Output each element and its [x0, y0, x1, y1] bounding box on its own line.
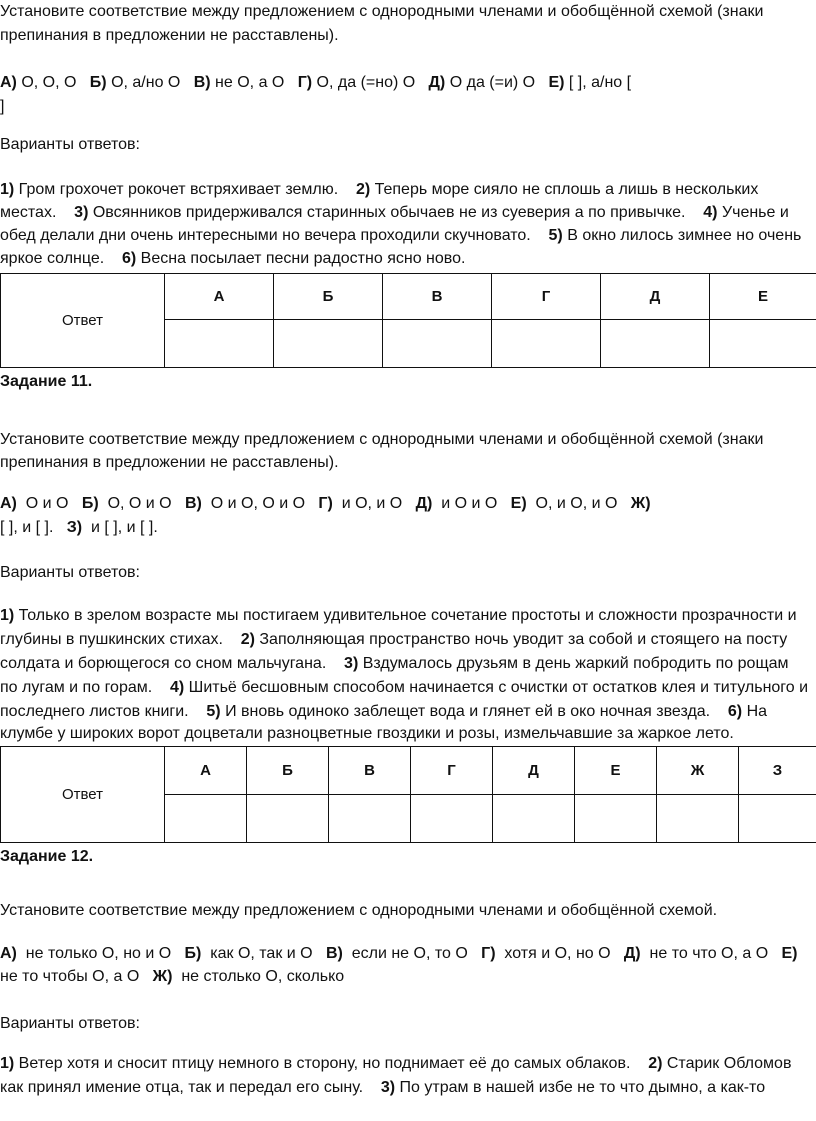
task12-schemes-line2 — [0, 965, 344, 989]
task11-variants-line2 — [0, 628, 787, 652]
item-key: А) — [0, 945, 17, 962]
item-key: А) — [0, 495, 17, 512]
item-key: 2) — [240, 631, 255, 648]
item-key: 5) — [548, 227, 563, 244]
answer-cell[interactable] — [165, 320, 274, 368]
item-text: [ ], и [ ]. — [0, 519, 67, 536]
item-key: Е) — [548, 74, 565, 91]
item-text: По утрам в нашей избе не то что дымно, а как-то — [395, 1079, 766, 1096]
item-key: 1) — [0, 1055, 15, 1072]
item-key: Б) — [81, 495, 99, 512]
task11-variants-line3 — [0, 652, 789, 676]
task10-instruction-line2: препинания в предложении не расставлены). — [0, 27, 339, 44]
answer-cell[interactable] — [247, 795, 329, 843]
answer-column-header: Е — [710, 274, 816, 320]
task11-schemes-line2 — [0, 516, 158, 540]
task12-variants-line1 — [0, 1052, 791, 1076]
item-text: Ветер хотя и сносит птицу немного в сторону, но поднимает её до самых облаков. — [14, 1055, 649, 1072]
task11-variants-line4 — [0, 676, 808, 700]
item-text: О, О и О — [98, 495, 185, 512]
answer-column-header: А — [165, 747, 247, 795]
item-key: 6) — [727, 703, 743, 720]
item-text: Гром грохочет рокочет встряхивает землю. — [14, 181, 356, 198]
item-key: Д) — [623, 945, 641, 962]
item-text: клумбе у широких ворот доцветали разноцветные гвоздики и розы, измельчавшие за жаркое лето. — [0, 725, 734, 742]
item-key: В) — [325, 945, 343, 962]
task10-schemes-line1 — [0, 71, 631, 95]
item-key: 2) — [355, 181, 371, 198]
task10-variants-label: Варианты ответов: — [0, 136, 140, 153]
item-key: 1) — [0, 607, 15, 624]
answer-column-header: Д — [601, 274, 710, 320]
task12-variants-label: Варианты ответов: — [0, 1015, 140, 1032]
item-text: Теперь море сияло не сплошь а лишь в нескольких — [370, 181, 759, 198]
item-text: не О, а О — [210, 74, 298, 91]
item-text: Вздумалось друзьям в день жаркий побродить по рощам — [358, 655, 789, 672]
item-key: Г) — [481, 945, 496, 962]
answer-column-header: Б — [247, 747, 329, 795]
item-text: В окно лилось зимнее но очень — [562, 227, 802, 244]
answer-cell[interactable] — [274, 320, 383, 368]
item-key: 4) — [703, 204, 718, 221]
task12-instruction-line1: Установите соответствие между предложением с однородными членами и обобщённой схемой. — [0, 902, 718, 919]
answer-column-header: Д — [493, 747, 575, 795]
item-text: О и О, О и О — [201, 495, 319, 512]
task11-answer-table — [0, 746, 816, 843]
item-key: 4) — [169, 679, 185, 696]
item-key: З) — [66, 519, 83, 536]
answer-column-header: Г — [411, 747, 493, 795]
answer-column-header: Е — [575, 747, 657, 795]
task11-variants-line5 — [0, 700, 767, 724]
item-key: В) — [193, 74, 211, 91]
item-text: глубины в пушкинских стихах. — [0, 631, 241, 648]
item-key: В) — [184, 495, 202, 512]
item-text: не столько О, сколько — [172, 968, 345, 985]
item-key: Ж) — [630, 495, 651, 512]
answer-cell[interactable] — [383, 320, 492, 368]
item-text: солдата и борющегося со сном мальчугана. — [0, 655, 345, 672]
task12-variants-line2 — [0, 1076, 765, 1100]
item-text: О, О, О — [16, 74, 90, 91]
item-key: Д) — [428, 74, 446, 91]
item-text: [ ], а/но [ — [564, 74, 632, 91]
answer-column-header: З — [739, 747, 816, 795]
item-text: Старик Обломов — [662, 1055, 792, 1072]
item-text: по лугам и по горам. — [0, 679, 170, 696]
item-text: И вновь одиноко заблещет вода и глянет ей в око ночная звезда. — [220, 703, 728, 720]
item-text: если не О, то О — [342, 945, 482, 962]
item-text: не то что О, а О — [640, 945, 782, 962]
answer-cell[interactable] — [710, 320, 816, 368]
task10-schemes-line2: ] — [0, 98, 5, 115]
item-text: как О, так и О — [201, 945, 326, 962]
item-text: обед делали дни очень интересными но вечера проходили скучновато. — [0, 227, 549, 244]
item-text: хотя и О, но О — [495, 945, 624, 962]
item-key: Б) — [184, 945, 202, 962]
answer-cell[interactable] — [411, 795, 493, 843]
answer-cell[interactable] — [329, 795, 411, 843]
answer-column-header: В — [383, 274, 492, 320]
item-key: 3) — [380, 1079, 396, 1096]
answer-column-header: Ж — [657, 747, 739, 795]
item-key: 1) — [0, 181, 15, 198]
item-key: Б) — [89, 74, 107, 91]
answer-column-header: А — [165, 274, 274, 320]
task11-variants-label: Варианты ответов: — [0, 564, 140, 581]
task10-variants-line1 — [0, 178, 758, 202]
item-text: местах. — [0, 204, 75, 221]
item-text: О, а/но О — [106, 74, 194, 91]
item-text: Заполняющая пространство ночь уводит за собой и стоящего на посту — [254, 631, 788, 648]
item-text: не то чтобы О, а О — [0, 968, 153, 985]
task12-schemes-line1 — [0, 942, 798, 966]
answer-row-label: Ответ — [1, 747, 165, 843]
item-text: и О, и О — [332, 495, 416, 512]
task11-variants-line6 — [0, 722, 734, 746]
item-key: Е) — [781, 945, 798, 962]
item-key: 2) — [648, 1055, 663, 1072]
task10-variants-line3 — [0, 224, 801, 248]
item-text: Весна посылает песни радостно ясно ново. — [136, 250, 466, 267]
item-text: О и О — [16, 495, 82, 512]
item-key: 3) — [344, 655, 359, 672]
task11-variants-line1 — [0, 604, 797, 628]
item-text: яркое солнце. — [0, 250, 122, 267]
item-text: О, да (=но) О — [312, 74, 429, 91]
answer-cell[interactable] — [657, 795, 739, 843]
answer-column-header: Б — [274, 274, 383, 320]
item-key: 6) — [122, 250, 137, 267]
answer-cell[interactable] — [493, 795, 575, 843]
task11-instruction-line1: Установите соответствие между предложением с однородными членами и обобщённой схемой (знаки — [0, 431, 764, 448]
answer-cell[interactable] — [575, 795, 657, 843]
item-text: О да (=и) О — [445, 74, 549, 91]
item-text: последнего листов книги. — [0, 703, 207, 720]
item-text: Только в зрелом возрасте мы постигаем удивительное сочетание простоты и сложности прозрачности и — [14, 607, 797, 624]
item-key: 3) — [74, 204, 89, 221]
item-text: Овсянников придерживался старинных обычаев не из суеверия а по привычке. — [88, 204, 704, 221]
answer-cell[interactable] — [492, 320, 601, 368]
answer-cell[interactable] — [601, 320, 710, 368]
item-text: Ученье и — [717, 204, 789, 221]
item-text: На — [742, 703, 768, 720]
answer-column-header: Г — [492, 274, 601, 320]
item-text: и [ ], и [ ]. — [82, 519, 158, 536]
item-key: Г) — [297, 74, 313, 91]
item-text: не только О, но и О — [16, 945, 185, 962]
task12-heading: Задание 12. — [0, 848, 94, 865]
item-key: 5) — [206, 703, 221, 720]
item-key: А) — [0, 74, 17, 91]
item-key: Д) — [415, 495, 433, 512]
task11-heading: Задание 11. — [0, 373, 93, 390]
answer-row-label: Ответ — [1, 274, 165, 368]
task10-answer-table — [0, 273, 816, 368]
task10-instruction-line1: Установите соответствие между предложением с однородными членами и обобщённой схемой (знаки — [0, 3, 764, 20]
task10-variants-line4 — [0, 247, 465, 271]
item-key: Е) — [510, 495, 527, 512]
item-text: О, и О, и О — [526, 495, 631, 512]
item-text: и О и О — [432, 495, 511, 512]
task11-schemes-line1 — [0, 492, 651, 516]
item-key: Ж) — [152, 968, 173, 985]
answer-cell[interactable] — [739, 795, 816, 843]
answer-cell[interactable] — [165, 795, 247, 843]
item-text: Шитьё бесшовным способом начинается с очистки от остатков клея и титульного и — [184, 679, 809, 696]
item-key: Г) — [318, 495, 333, 512]
task10-variants-line2 — [0, 201, 789, 225]
answer-column-header: В — [329, 747, 411, 795]
item-text: как принял имение отца, так и передал его сыну. — [0, 1079, 381, 1096]
task11-instruction-line2: препинания в предложении не расставлены). — [0, 454, 339, 471]
